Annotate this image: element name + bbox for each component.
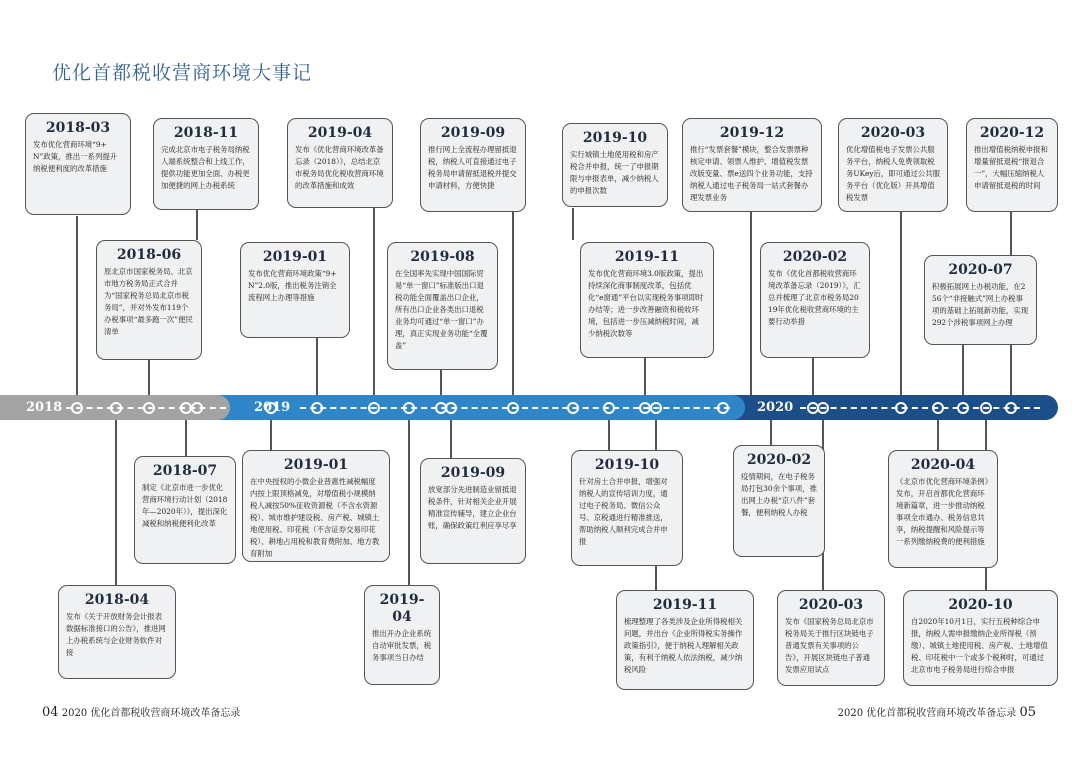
event-text: 发布优化营商环境政策“9+N”2.0版，推出税务注销全流程网上办理等措施 <box>248 269 337 302</box>
page-number-left: 04 <box>42 705 59 720</box>
event-year: 2018-03 <box>45 120 111 136</box>
event-year: 2019-01 <box>262 249 328 265</box>
event-year: 2018-06 <box>116 247 182 263</box>
event-year: 2020-02 <box>782 249 848 265</box>
event-text: 积极拓展网上办税功能，在256个“非接触式”网上办税事项的基础上拓展新功能，实现292个涉税事项网上办理 <box>932 282 1029 327</box>
event-card-2020-02-bottom <box>733 445 825 557</box>
event-text: 在中央授权的小微企业普惠性减税幅度内按上限顶格减免，对增值税小规模纳税人减按50%征收资源税（不含水资源税）、城市维护建设税、房产税、城镇土地使用税、印花税（不含证券交易印花税）、耕地占用税和教育费附加、地方教育附加 <box>250 477 380 558</box>
event-year: 2020-12 <box>979 125 1045 141</box>
event-year: 2019-11 <box>614 249 680 265</box>
event-text: 疫情期间，在电子税务局打包30余个事项，推出网上办税“京八件”套餐，便利纳税人办税 <box>741 472 817 517</box>
event-text: 推行网上全流程办理留抵退税，纳税人可直接通过电子税务局申请留抵退税并提交申请材料，方便快捷 <box>428 145 517 190</box>
event-text: 在全国率先实现中国国际贸易“单一窗口”标准版出口退税功能全面覆盖出口企业，所有出口企业各类出口退税业务均可通过“单一窗口”办理，真正实现业务功能“全覆盖” <box>395 269 488 350</box>
footer-left <box>42 704 240 720</box>
event-year: 2020-07 <box>948 262 1013 278</box>
page-number-right: 05 <box>1019 705 1036 720</box>
event-card-2019-10-bottom <box>571 450 683 566</box>
event-card-2020-03-bottom <box>777 590 885 686</box>
event-text: 发布《关于开放财务会计报表数据标准接口的公告》，推进网上办税系统与企业财务软件对接 <box>66 612 166 657</box>
event-card-2019-08 <box>387 242 498 370</box>
event-text: 优化增值税电子发票公共服务平台，纳税人免费领取税务UKey后，即可通过公共服务平台（优化版）开具增值税发票 <box>846 145 941 202</box>
year-label-2018: 2018 <box>26 400 63 415</box>
event-card-2020-04 <box>888 450 998 568</box>
event-text: 实行城镇土地使用税和房产税合并申报，统一了申报期限与申报表单，减少纳税人的申报次数 <box>570 150 659 195</box>
event-year: 2019-04 <box>379 592 425 625</box>
event-text: 针对房土合并申报，增强对纳税人的宣传培训力度，通过电子税务局、微信公众号、京税通进行精准推送，帮助纳税人顺利完成合并申报 <box>579 477 668 546</box>
event-text: 完成北京市电子税务局纳税人端系统整合和上线工作，提供功能更加全面、办税更加便捷的网上办税系统 <box>161 145 250 190</box>
event-card-2018-11 <box>153 118 259 210</box>
footer-right-text: 2020 优化首都税收营商环境改革备忘录 <box>837 708 1017 719</box>
event-card-2018-04 <box>58 585 176 679</box>
event-year: 2020-10 <box>948 597 1013 613</box>
event-text: 发布《优化首都税收营商环境改革备忘录（2019）》，汇总并梳理了北京市税务局2019年优化税收营商环境的主要行动举措 <box>768 269 861 326</box>
event-year: 2018-07 <box>152 463 218 479</box>
event-card-2019-11-top <box>580 242 714 358</box>
event-text: 自2020年10月1日，实行五税种综合申报，纳税人需申报缴纳企业所得税（预缴）、城镇土地使用税、房产税、土地增值税、印花税中一个或多个税种时，可通过北京市电子税务局进行综合申报 <box>911 617 1048 674</box>
event-card-2020-02-top <box>760 242 870 358</box>
event-card-2018-03 <box>25 113 131 215</box>
year-label-2019: 2019 <box>254 400 291 415</box>
event-year: 2019-12 <box>719 125 785 141</box>
event-card-2020-07 <box>924 255 1037 345</box>
event-text: 推出开办企业系统自动审批发票，税务事项当日办结 <box>372 629 432 662</box>
year-label-2020: 2020 <box>757 400 794 415</box>
event-year: 2019-10 <box>582 130 648 146</box>
event-card-2018-06 <box>96 240 202 360</box>
event-card-2018-07 <box>134 456 236 564</box>
event-card-2020-12 <box>966 118 1058 212</box>
event-year: 2018-04 <box>84 592 150 608</box>
event-text: 发布《国家税务总局北京市税务局关于推行区块链电子普通发票有关事项的公告》，开展区块链电子普通发票应用试点 <box>785 617 874 674</box>
footer-left-text: 2020 优化首都税收营商环境改革备忘录 <box>61 708 241 719</box>
event-year: 2018-11 <box>173 125 239 141</box>
event-card-2019-09-top <box>420 118 526 212</box>
event-year: 2019-09 <box>440 465 506 481</box>
event-year: 2019-08 <box>410 249 475 265</box>
event-text: 发布《优化营商环境改革备忘录（2018）》，总结北京市税务局优化税收营商环境的改革措施和成效 <box>295 145 384 190</box>
event-year: 2019-01 <box>283 457 349 473</box>
event-text: 制定《北京市进一步优化营商环境行动计划（2018年—2020年）》，提出深化减税和纳税便利化改革 <box>142 483 228 528</box>
event-card-2019-11-bottom <box>616 590 754 690</box>
event-text: 梳理整理了各类涉及企业所得税相关问题，并出台《企业所得税实务操作政策指引》，便于纳税人理解相关政策，有利于纳税人依法纳税，减少纳税风险 <box>624 617 743 674</box>
event-text: 发布优化营商环境3.0版政策，提出持续深化商事制度改革，包括优化“e窗通”平台以实现税务事项即时办结等；进一步改善融资和税收环境，包括进一步压减纳税时间，减少纳税次数等 <box>588 269 704 338</box>
event-card-2020-03-top <box>838 118 948 212</box>
event-card-2020-10 <box>903 590 1058 686</box>
event-text: 《北京市优化营商环境条例》发布，开启首都优化营商环境新篇章，进一步推动纳税事项全市通办、税务信息共享，纳税提醒和风险提示等一系列缴纳税费的便利措施 <box>896 477 989 546</box>
event-year: 2019-04 <box>307 125 373 141</box>
event-text: 推行“发票套餐”模块，整合发票票种核定申请、领票人维护、增值税发票改版变量、票e送四个业务功能，支持纳税人通过电子税务局一站式套餐办理发票业务 <box>690 145 813 202</box>
event-year: 2020-03 <box>860 125 926 141</box>
event-card-2019-04-top <box>287 118 393 208</box>
page-title: 优化首都税收营商环境大事记 <box>52 62 313 84</box>
event-year: 2019-09 <box>440 125 506 141</box>
event-card-2019-10-top <box>562 123 668 207</box>
event-text: 发布优化营商环境“9+N”政策，推出一系列提升纳税便利度的改革措施 <box>33 140 118 173</box>
footer-right <box>838 704 1036 720</box>
event-card-2019-04-bottom <box>364 585 440 685</box>
event-card-2019-01-bottom <box>242 450 390 562</box>
event-year: 2020-03 <box>798 597 864 613</box>
event-card-2019-01-top <box>240 242 350 338</box>
event-text: 原北京市国家税务局、北京市地方税务局正式合并为“国家税务总局北京市税务局”，并对外发布119个办税事项“最多跑一次”便民清单 <box>104 267 193 336</box>
event-year: 2020-02 <box>746 452 812 468</box>
event-card-2019-09-bottom <box>420 458 526 564</box>
event-text: 放宽部分先进制造业留抵退税条件，针对相关企业开展精准宣传辅导，建立企业台账，确保政策红利应享尽享 <box>428 485 517 530</box>
event-text: 推出增值税纳税申报和增量留抵退税“报退合一”，大幅压缩纳税人申请留抵退税的时间 <box>974 145 1048 190</box>
event-year: 2019-10 <box>594 457 660 473</box>
event-card-2019-12 <box>682 118 822 212</box>
event-year: 2019-11 <box>652 597 718 613</box>
event-year: 2020-04 <box>910 457 976 473</box>
